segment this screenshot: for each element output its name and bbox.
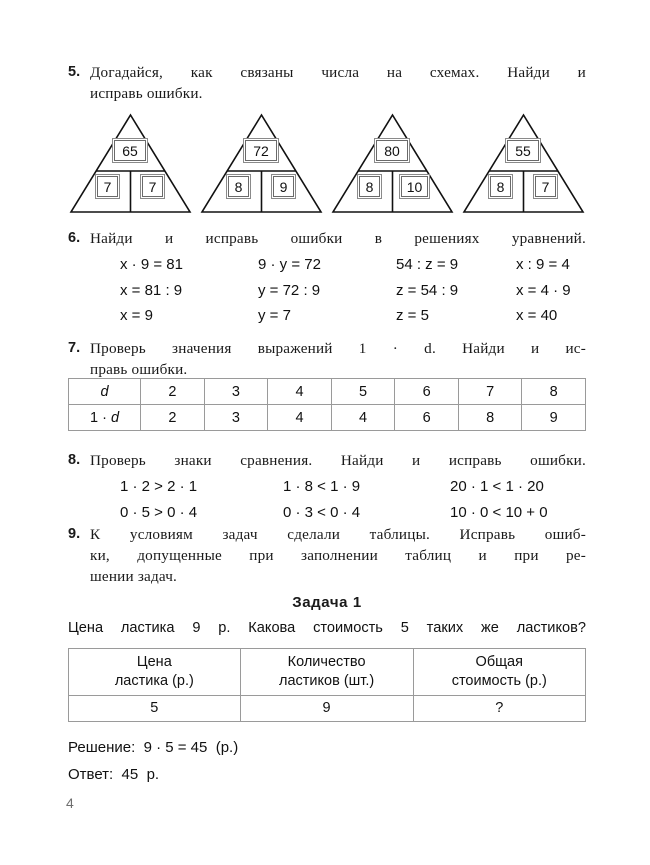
triangle-3-top-value: 80 xyxy=(376,140,408,161)
triangle-outline-icon xyxy=(461,112,586,215)
triangle-3-right-box xyxy=(399,174,430,199)
exercise-9 xyxy=(68,524,586,587)
cmp-1-2: 0 · 5 > 0 · 4 xyxy=(120,503,198,521)
cmp-3-2: 10 · 0 < 10 + 0 xyxy=(450,503,548,521)
triangle-4-left-value: 8 xyxy=(490,176,511,197)
exercise-9-number: 9. xyxy=(68,526,81,542)
eq-4-1: x : 9 = 4 xyxy=(516,256,570,273)
comparison-column-2 xyxy=(283,474,360,525)
exercise-7-line-2: правь ошибки. xyxy=(90,361,188,378)
triangle-1-right-box xyxy=(140,174,165,199)
triangle-2-right-box xyxy=(271,174,296,199)
equation-column-3 xyxy=(396,252,458,329)
t9-header-1 xyxy=(69,649,241,696)
triangle-1-left-value: 7 xyxy=(97,176,118,197)
eq-3-2: z = 54 : 9 xyxy=(396,281,459,299)
exercise-7-text xyxy=(90,338,586,380)
eq-2-3: y = 7 xyxy=(258,307,291,324)
triangle-scheme-1 xyxy=(68,112,193,215)
t9-header-2 xyxy=(240,649,413,696)
eq-1-2: x = 81 : 9 xyxy=(120,281,183,299)
task-1-title: Задача 1 xyxy=(292,594,362,611)
eq-4-3: x = 40 xyxy=(516,307,558,324)
t7-row1-c2: 3 xyxy=(204,379,268,405)
exercise-7-number: 7. xyxy=(68,340,81,356)
eq-1-1: x · 9 = 81 xyxy=(120,256,183,273)
t9-value-1: 5 xyxy=(69,696,241,722)
exercise-5 xyxy=(68,62,586,104)
equation-column-1 xyxy=(120,252,183,329)
task-1-answer: Ответ: 45 р. xyxy=(68,766,160,783)
eq-3-1: 54 : z = 9 xyxy=(396,256,459,273)
triangle-3-right-value: 10 xyxy=(401,176,428,197)
t7-row2-c1: 2 xyxy=(141,405,205,431)
t7-row2-c4: 4 xyxy=(331,405,395,431)
exercise-9-line-1: К условиям задач сделали таблицы. Исправь ошиб- xyxy=(90,526,586,543)
exercise-9-header xyxy=(68,524,586,587)
t7-row2-label: 1 · d xyxy=(69,405,141,431)
exercise-6-number: 6. xyxy=(68,230,81,246)
comparison-column-1 xyxy=(120,474,197,525)
triangle-2-left-box xyxy=(226,174,251,199)
page-number: 4 xyxy=(66,795,74,811)
triangle-outline-icon xyxy=(330,112,455,215)
cmp-2-2: 0 · 3 < 0 · 4 xyxy=(283,503,361,521)
exercise-7-line-1: Проверь значения выражений 1 · d. Найди и ис- xyxy=(90,340,586,357)
exercise-6 xyxy=(68,228,586,324)
exercise-7-header xyxy=(68,338,586,380)
t9-header-3 xyxy=(413,649,585,696)
exercise-8-number: 8. xyxy=(68,452,81,468)
t7-row1-c3: 4 xyxy=(268,379,332,405)
t9-value-2: 9 xyxy=(240,696,413,722)
triangle-3-left-box xyxy=(357,174,382,199)
triangle-2-right-value: 9 xyxy=(273,176,294,197)
triangle-scheme-3 xyxy=(330,112,455,215)
t7-row1-c4: 5 xyxy=(331,379,395,405)
triangle-1-top-value: 65 xyxy=(114,140,146,161)
triangle-4-right-value: 7 xyxy=(535,176,556,197)
triangle-4-top-value: 55 xyxy=(507,140,539,161)
exercise-5-line-2: исправь ошибки. xyxy=(90,85,203,102)
cmp-1-1: 1 · 2 > 2 · 1 xyxy=(120,478,198,495)
exercise-8-line-1: Проверь знаки сравнения. Найди и исправь ошибки. xyxy=(90,452,586,469)
t9-header-3-line2: стоимость (р.) xyxy=(451,673,547,689)
task-1-table xyxy=(68,648,586,722)
t7-row1-c7: 8 xyxy=(522,379,586,405)
eq-1-3: x = 9 xyxy=(120,307,153,324)
triangle-3-left-value: 8 xyxy=(359,176,380,197)
table-row xyxy=(69,405,586,431)
exercise-5-header xyxy=(68,62,586,104)
t7-row2-c3: 4 xyxy=(268,405,332,431)
table-row xyxy=(69,649,586,696)
t7-row1-c1: 2 xyxy=(141,379,205,405)
t7-row1-c6: 7 xyxy=(458,379,522,405)
eq-3-3: z = 5 xyxy=(396,307,429,324)
t9-header-1-line1: Цена xyxy=(136,654,172,670)
t7-row2-c2: 3 xyxy=(204,405,268,431)
triangle-2-top-box xyxy=(243,138,279,163)
exercise-9-line-3: шении задач. xyxy=(90,568,178,585)
triangle-1-right-value: 7 xyxy=(142,176,163,197)
equation-column-2 xyxy=(258,252,321,329)
triangle-outline-icon xyxy=(68,112,193,215)
task-1-statement: Цена ластика 9 р. Какова стоимость 5 таких же ластиков? xyxy=(68,620,586,636)
triangle-scheme-4 xyxy=(461,112,586,215)
equation-column-4 xyxy=(516,252,571,329)
triangle-4-left-box xyxy=(488,174,513,199)
t7-row1-label: d xyxy=(69,379,141,405)
triangle-outline-icon xyxy=(199,112,324,215)
t9-header-1-line2: ластика (р.) xyxy=(114,673,194,689)
triangle-1-left-box xyxy=(95,174,120,199)
exercise-6-header xyxy=(68,228,586,249)
cmp-2-1: 1 · 8 < 1 · 9 xyxy=(283,478,361,495)
eq-4-2: x = 4 · 9 xyxy=(516,281,571,299)
t7-row2-c7: 9 xyxy=(522,405,586,431)
eq-2-2: y = 72 : 9 xyxy=(258,281,321,299)
exercise-9-line-2: ки, допущенные при заполнении таблиц и при ре- xyxy=(90,547,586,564)
eq-2-1: 9 · y = 72 xyxy=(258,256,321,273)
triangle-4-top-box xyxy=(505,138,541,163)
exercise-5-text xyxy=(90,62,586,104)
triangle-2-left-value: 8 xyxy=(228,176,249,197)
exercise-7-table xyxy=(68,378,586,431)
exercise-5-line-1: Догадайся, как связаны числа на схемах. Найди и xyxy=(90,64,586,81)
t7-row2-c6: 8 xyxy=(458,405,522,431)
exercise-7 xyxy=(68,338,586,380)
exercise-5-number: 5. xyxy=(68,64,81,80)
table-row xyxy=(69,696,586,722)
table-row xyxy=(69,379,586,405)
t7-row2-c5: 6 xyxy=(395,405,459,431)
t9-header-2-line2: ластиков (шт.) xyxy=(279,673,375,689)
cmp-3-1: 20 · 1 < 1 · 20 xyxy=(450,478,544,495)
task-1-solution: Решение: 9 · 5 = 45 (р.) xyxy=(68,739,239,756)
exercise-6-text xyxy=(90,228,586,249)
exercise-8-comparisons xyxy=(68,474,586,528)
triangle-4-right-box xyxy=(533,174,558,199)
t9-header-2-line1: Количество xyxy=(287,654,366,670)
exercise-8 xyxy=(68,450,586,521)
exercise-8-header xyxy=(68,450,586,471)
triangle-3-top-box xyxy=(374,138,410,163)
triangle-schemes xyxy=(68,112,586,217)
exercise-9-text xyxy=(90,524,586,587)
comparison-column-3 xyxy=(450,474,548,525)
exercise-8-text xyxy=(90,450,586,471)
triangle-1-top-box xyxy=(112,138,148,163)
t9-header-3-line1: Общая xyxy=(475,654,523,670)
triangle-2-top-value: 72 xyxy=(245,140,277,161)
triangle-scheme-2 xyxy=(199,112,324,215)
exercise-6-equations xyxy=(68,252,586,332)
exercise-6-line-1: Найди и исправь ошибки в решениях уравнений. xyxy=(90,230,586,247)
t9-value-3: ? xyxy=(413,696,585,722)
t7-row1-c5: 6 xyxy=(395,379,459,405)
